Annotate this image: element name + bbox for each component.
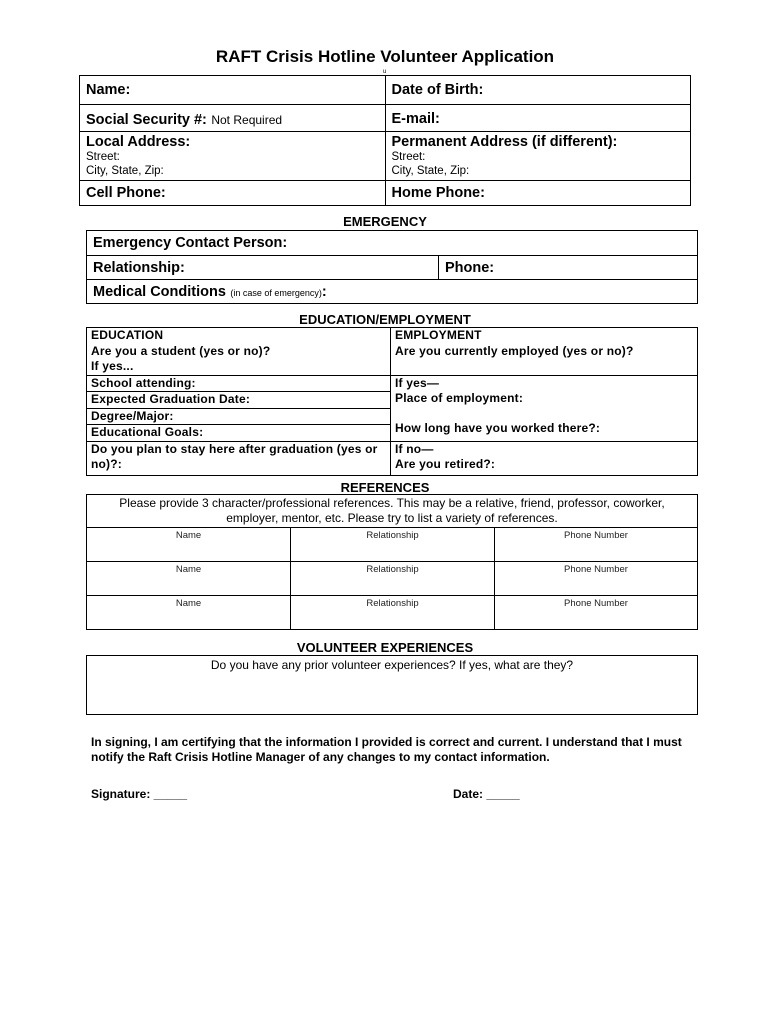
home-phone-label: Home Phone: [391,185,485,201]
relationship-label: Relationship: [93,260,185,276]
email-field[interactable] [385,105,691,132]
ref1-relationship-label: Relationship [366,530,419,541]
signature-field[interactable]: Signature: _____ [91,787,188,801]
ref2-phone-label: Phone Number [564,564,628,575]
emergency-heading: EMERGENCY [343,214,427,229]
employed-question: Are you currently employed (yes or no)? [395,343,634,358]
name-field[interactable] [80,76,386,105]
tick-mark: u [383,69,387,75]
employment-title: EMPLOYMENT [395,328,482,342]
student-cell[interactable] [87,328,391,376]
medical-label: Medical Conditions [93,284,226,300]
ref1-name[interactable] [87,528,291,562]
cell-phone-label: Cell Phone: [86,185,166,201]
permanent-street-label: Street: [391,151,426,163]
personal-info-table [79,75,691,206]
medical-colon: : [321,284,327,300]
page-title: RAFT Crisis Hotline Volunteer Application [215,47,555,66]
ref1-relationship[interactable] [291,528,495,562]
certification-text: In signing, I am certifying that the information I provided is correct and current. I understand that I must notify the Raft Crisis Hotline Manager of any changes to my contact information. [91,735,682,764]
medical-note: (in case of emergency) [230,288,322,298]
if-yes-label: If yes... [91,359,134,373]
dob-label: Date of Birth: [391,82,484,98]
ref3-name[interactable] [87,596,291,630]
emergency-contact-label: Emergency Contact Person: [93,235,288,251]
ref3-phone-label: Phone Number [564,598,628,609]
ssn-note: Not Required [211,113,283,127]
local-street-label: Street: [86,151,120,163]
retired-label: Are you retired?: [395,457,496,471]
date-field[interactable]: Date: _____ [453,787,520,801]
ssn-field[interactable] [80,105,386,132]
employed-cell[interactable] [391,328,698,376]
home-phone-field[interactable] [385,181,691,206]
goals-field[interactable] [87,425,391,442]
edu-emp-heading: EDUCATION/EMPLOYMENT [299,312,471,327]
education-title: EDUCATION [91,328,164,342]
relationship-field[interactable] [87,256,439,280]
cell-phone-field[interactable] [80,181,386,206]
goals-label: Educational Goals: [91,425,204,439]
ref2-name-label: Name [175,564,202,575]
ref2-phone[interactable] [495,562,698,596]
stay-question: Do you plan to stay here after graduation (yes or no)?: [91,441,378,471]
degree-field[interactable] [87,408,391,425]
ref3-phone[interactable] [495,596,698,630]
local-address-label: Local Address: [86,134,191,150]
ref1-name-label: Name [175,530,202,541]
permanent-address-field[interactable] [385,132,691,181]
ref2-name[interactable] [87,562,291,596]
local-address-field[interactable] [80,132,386,181]
permanent-city-label: City, State, Zip: [391,165,470,177]
ssn-label: Social Security #: [86,112,207,128]
references-heading: REFERENCES [340,480,430,495]
place-label: Place of employment: [395,391,524,405]
emergency-contact-field[interactable] [87,231,698,256]
ref2-relationship[interactable] [291,562,495,596]
email-label: E-mail: [391,111,440,127]
volunteer-field[interactable] [86,655,698,715]
ref2-relationship-label: Relationship [366,564,419,575]
ref3-relationship-label: Relationship [366,598,419,609]
school-label: School attending: [91,375,196,390]
references-instructions: Please provide 3 character/professional references. This may be a relative, friend, professor, coworker, employer, mentor, etc. Please try to list a variety of references. [87,495,698,528]
ref1-phone[interactable] [495,528,698,562]
grad-date-field[interactable] [87,392,391,409]
ref3-relationship[interactable] [291,596,495,630]
ref1-phone-label: Phone Number [564,530,628,541]
permanent-address-label: Permanent Address (if different): [391,134,618,150]
volunteer-heading: VOLUNTEER EXPERIENCES [296,640,474,655]
stay-field[interactable] [87,441,391,475]
name-label: Name: [86,82,131,98]
local-city-label: City, State, Zip: [86,165,164,177]
medical-conditions-field[interactable] [87,280,698,304]
how-long-label: How long have you worked there?: [395,420,601,435]
emp-if-yes-label: If yes— [395,375,440,390]
edu-emp-table [86,327,698,476]
emergency-phone-label: Phone: [445,260,495,276]
school-field[interactable] [87,375,391,392]
retired-cell[interactable] [391,441,698,475]
student-question: Are you a student (yes or no)? [91,343,271,358]
emergency-table [86,230,698,304]
degree-label: Degree/Major: [91,408,174,423]
if-no-label: If no— [395,441,434,456]
ref3-name-label: Name [175,598,202,609]
emergency-phone-field[interactable] [439,256,698,280]
dob-field[interactable] [385,76,691,105]
grad-date-label: Expected Graduation Date: [91,392,251,406]
volunteer-question: Do you have any prior volunteer experiences? If yes, what are they? [210,658,574,672]
references-table [86,494,698,630]
employment-details-cell[interactable] [391,375,698,441]
